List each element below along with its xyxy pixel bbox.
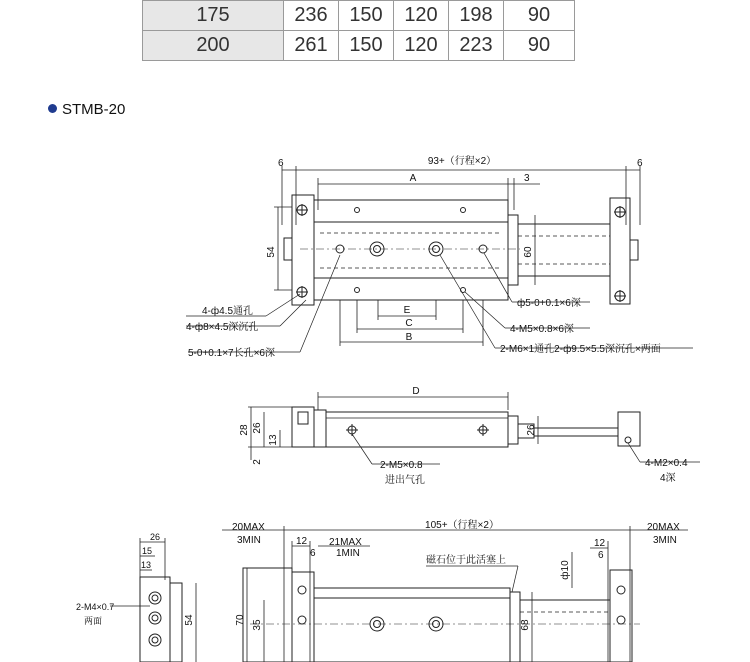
bottom-view bbox=[222, 518, 688, 662]
end-view bbox=[76, 532, 196, 662]
table-cell: 150 bbox=[339, 31, 394, 61]
dim-label: C bbox=[405, 318, 413, 329]
dim-label: D bbox=[412, 386, 420, 397]
note-label: 4-M2×0.4 bbox=[645, 458, 688, 469]
dim-label: ф10 bbox=[560, 560, 571, 580]
note-label: 磁石位于此活塞上 bbox=[426, 555, 506, 566]
table-cell: 198 bbox=[449, 1, 504, 31]
table-cell: 120 bbox=[394, 1, 449, 31]
note-label: 2-M4×0.7 bbox=[76, 602, 115, 612]
note-label: 5-0+0.1×7长孔×6深 bbox=[188, 348, 275, 359]
table-cell: 175 bbox=[143, 1, 284, 31]
note-label: 4-ф4.5通孔 bbox=[202, 306, 254, 317]
dim-label: 13 bbox=[141, 560, 152, 570]
table-cell: 90 bbox=[504, 31, 575, 61]
dim-label: 21MAX bbox=[329, 537, 362, 548]
dim-label: 3MIN bbox=[237, 535, 261, 546]
note-label: 2-M6×1通孔2-ф9.5×5.5深沉孔×两面 bbox=[500, 344, 661, 355]
table-cell: 200 bbox=[143, 31, 284, 61]
dim-label: A bbox=[409, 173, 417, 184]
table-cell: 120 bbox=[394, 31, 449, 61]
dim-label: 20MAX bbox=[232, 522, 265, 533]
dim-label: 6 bbox=[598, 550, 604, 561]
dim-label: 20MAX bbox=[647, 522, 680, 533]
dim-label: 26 bbox=[150, 532, 161, 542]
dim-label: 1MIN bbox=[336, 548, 360, 559]
dim-label: 3MIN bbox=[653, 535, 677, 546]
dim-label: 26 bbox=[526, 424, 537, 436]
note-label: 两面 bbox=[84, 616, 103, 626]
dim-label: 60 bbox=[523, 246, 534, 258]
note-label: 4-ф8×4.5深沉孔 bbox=[186, 322, 259, 333]
dim-label: 28 bbox=[239, 424, 250, 436]
dim-label: 6 bbox=[310, 548, 316, 559]
dim-label: 93+（行程×2） bbox=[427, 156, 497, 167]
dim-label: 6 bbox=[637, 158, 643, 169]
table-cell: 90 bbox=[504, 1, 575, 31]
dim-label: 35 bbox=[252, 619, 263, 631]
dim-label: 13 bbox=[268, 434, 279, 446]
note-label: 4深 bbox=[660, 473, 676, 484]
dim-label: 2 bbox=[252, 459, 263, 465]
side-view bbox=[239, 386, 700, 486]
dim-label: 54 bbox=[266, 246, 277, 258]
dim-label: 26 bbox=[252, 422, 263, 434]
dim-label: 54 bbox=[184, 614, 195, 626]
table-cell: 223 bbox=[449, 31, 504, 61]
table-cell: 261 bbox=[284, 31, 339, 61]
dim-label: 12 bbox=[296, 536, 308, 547]
top-view bbox=[186, 154, 693, 359]
dim-label: 70 bbox=[235, 614, 246, 626]
note-label: ф5-0+0.1×6深 bbox=[517, 298, 581, 309]
dim-label: 3 bbox=[524, 173, 530, 184]
table-cell: 150 bbox=[339, 1, 394, 31]
dim-label: 12 bbox=[594, 538, 606, 549]
note-label: 2-M5×0.8 bbox=[380, 460, 423, 471]
dim-label: 105+（行程×2） bbox=[425, 520, 499, 531]
note-label: 4-M5×0.8×6深 bbox=[510, 324, 574, 335]
dim-label: 68 bbox=[520, 619, 531, 631]
dim-label: B bbox=[405, 332, 413, 343]
dim-label: E bbox=[403, 305, 411, 316]
dim-label: 15 bbox=[142, 546, 153, 556]
section-title: STMB-20 bbox=[62, 101, 126, 118]
table-cell: 236 bbox=[284, 1, 339, 31]
dim-label: 6 bbox=[278, 158, 284, 169]
note-label: 进出气孔 bbox=[385, 475, 425, 486]
